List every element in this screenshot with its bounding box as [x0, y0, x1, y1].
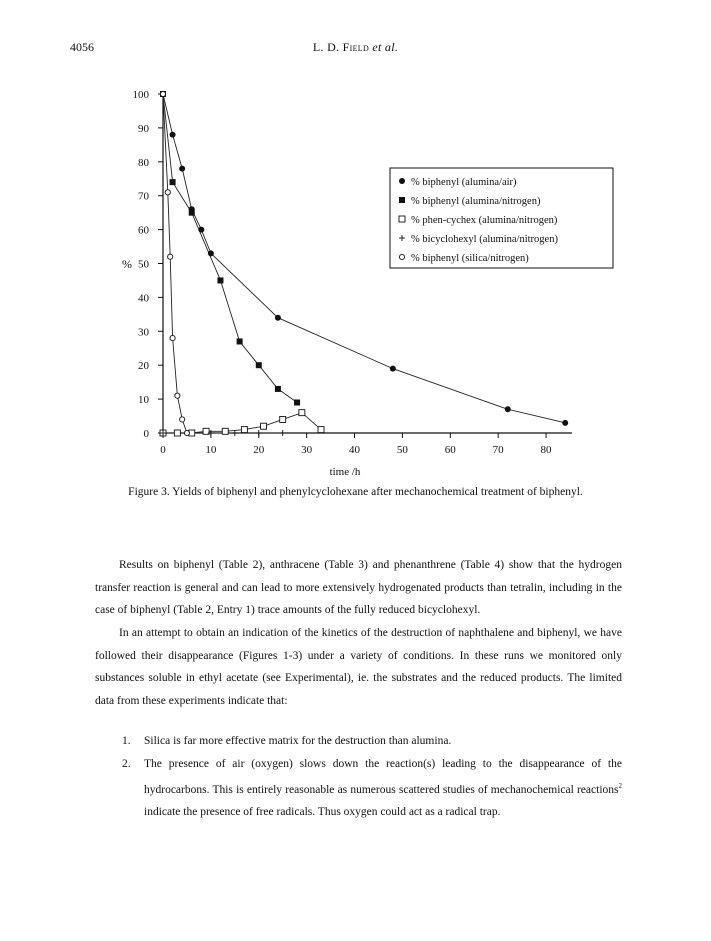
- list-item: [122, 730, 622, 753]
- y-tick-label: 70: [138, 190, 149, 203]
- legend-label: % biphenyl (alumina/air): [411, 177, 517, 188]
- data-point-series-1: [198, 227, 204, 233]
- list-item-number: 1.: [122, 735, 131, 747]
- data-point-series-5: [160, 91, 165, 96]
- y-tick-label: 100: [132, 89, 149, 101]
- data-point-series-5: [184, 430, 189, 435]
- data-point-series-2: [275, 386, 281, 392]
- y-tick-label: 50: [138, 258, 149, 271]
- data-point-series-2: [189, 210, 195, 216]
- y-tick-label: 90: [138, 122, 149, 135]
- list-item-text: Silica is far more effective matrix for the destruction than alumina.: [144, 735, 452, 747]
- y-tick-label: 20: [138, 360, 149, 373]
- y-tick-label: 0: [143, 428, 149, 440]
- x-axis-label: time /h: [329, 466, 361, 478]
- y-axis-label: %: [122, 257, 132, 271]
- x-tick-label: 80: [540, 444, 552, 456]
- data-point-series-5: [168, 254, 173, 259]
- series-line-5: [163, 94, 187, 433]
- data-point-series-1: [275, 315, 281, 321]
- data-point-series-2: [256, 362, 262, 368]
- data-point-series-5: [165, 190, 170, 195]
- figure-caption: Figure 3. Yields of biphenyl and phenylcyclohexane after mechanochemical treatment of biphenyl.: [128, 486, 583, 498]
- author-initials: L. D.: [312, 40, 343, 54]
- y-tick-label: 60: [138, 224, 149, 237]
- data-point-series-1: [562, 420, 568, 426]
- data-point-series-3: [222, 428, 228, 434]
- author-surname: Field: [342, 40, 370, 54]
- data-point-series-1: [179, 166, 185, 172]
- data-point-series-5: [175, 393, 180, 398]
- legend-marker: [399, 178, 405, 184]
- x-tick-label: 40: [349, 444, 361, 456]
- legend-label: % biphenyl (alumina/nitrogen): [411, 196, 541, 207]
- page-number: 4056: [70, 40, 94, 54]
- paragraph-2-text: In an attempt to obtain an indication of the kinetics of the destruction of naphthalene and biphenyl, we have followed their disappearance (Figures 1-3) under a variety of conditions. In these runs we monitored only substances soluble in ethyl acetate (see Experimental), ie. the substrates and the reduced products. The limited data from these experiments indicate that:: [95, 627, 622, 707]
- x-tick-label: 20: [253, 444, 265, 456]
- data-point-series-2: [294, 399, 300, 405]
- list-item-text: The presence of air (oxygen) slows down the reaction(s) leading to the disappearance of the hydrocarbons. This is entirely reasonable as numerous scattered studies of mechanochemical reactions: [144, 757, 622, 796]
- legend-label: % biphenyl (silica/nitrogen): [411, 253, 529, 264]
- legend-label: % phen-cychex (alumina/nitrogen): [411, 215, 558, 226]
- x-tick-label: 60: [444, 444, 456, 456]
- x-tick-label: 50: [396, 444, 408, 456]
- paragraph-2: [95, 622, 622, 712]
- y-tick-label: 30: [138, 326, 149, 339]
- citation-superscript: 2: [618, 782, 622, 790]
- data-point-series-2: [237, 338, 243, 344]
- x-tick-label: 0: [160, 444, 166, 456]
- chart-axes: [122, 89, 572, 478]
- data-point-series-3: [318, 427, 324, 433]
- list-item-text-cont: indicate the presence of free radicals. Thus oxygen could act as a radical trap.: [144, 806, 501, 819]
- y-tick-label: 10: [138, 394, 149, 407]
- findings-list: [122, 730, 622, 824]
- list-item-number: 2.: [122, 757, 131, 770]
- data-point-series-2: [217, 277, 223, 283]
- data-point-series-5: [180, 417, 185, 422]
- data-point-series-1: [390, 366, 396, 372]
- data-point-series-3: [261, 423, 267, 429]
- x-tick-label: 10: [205, 444, 217, 456]
- x-tick-label: 30: [301, 444, 313, 456]
- legend-marker: [399, 254, 404, 259]
- data-point-series-3: [241, 427, 247, 433]
- data-point-series-4: [280, 430, 286, 436]
- chart-legend: [390, 168, 613, 268]
- y-tick-label: 80: [138, 156, 149, 169]
- data-point-series-3: [280, 416, 286, 422]
- paragraph-1: [95, 554, 622, 622]
- legend-marker: [399, 197, 405, 203]
- data-point-series-1: [170, 132, 176, 138]
- x-tick-label: 70: [492, 444, 504, 456]
- list-item: [122, 753, 622, 824]
- series-line-2: [163, 94, 297, 403]
- data-point-series-3: [299, 410, 305, 416]
- data-point-series-3: [174, 430, 180, 436]
- data-point-series-1: [505, 406, 511, 412]
- data-point-series-1: [208, 250, 214, 256]
- legend-label: % bicyclohexyl (alumina/nitrogen): [411, 234, 558, 245]
- y-tick-label: 40: [138, 292, 149, 305]
- paragraph-1-text: Results on biphenyl (Table 2), anthracene (Table 3) and phenanthrene (Table 4) show that the hydrogen transfer reaction is general and can lead to more extensively hydrogenated products than tetralin, including in the case of biphenyl (Table 2, Entry 1) trace amounts of the fully reduced bicyclohexyl.: [95, 559, 622, 616]
- data-point-series-5: [170, 335, 175, 340]
- data-point-series-4: [256, 430, 262, 436]
- data-point-series-2: [170, 179, 176, 185]
- legend-marker: [399, 216, 405, 222]
- author-etal: et al.: [372, 40, 399, 54]
